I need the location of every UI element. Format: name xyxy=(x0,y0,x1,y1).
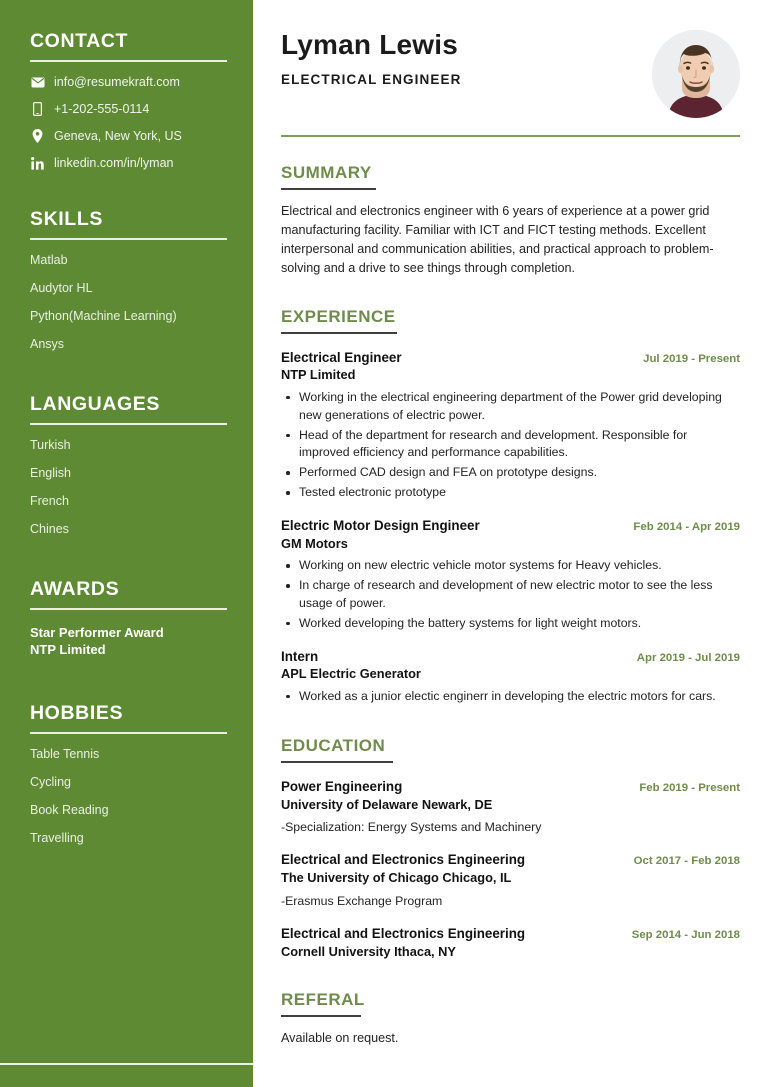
entry-date: Oct 2017 - Feb 2018 xyxy=(633,855,740,868)
main-content xyxy=(253,0,768,1087)
language-item: Turkish xyxy=(30,438,71,452)
bullet-item: Working on new electric vehicle motor systems for Heavy vehicles. xyxy=(281,557,740,575)
contact-email[interactable] xyxy=(30,75,227,89)
entry-header xyxy=(281,852,740,869)
award-org: NTP Limited xyxy=(30,641,106,657)
sidebar-section-awards xyxy=(30,578,227,659)
education-entry xyxy=(281,852,740,910)
entry-bullets xyxy=(281,557,740,632)
entry-header xyxy=(281,649,740,666)
linkedin-icon xyxy=(30,157,45,170)
avatar xyxy=(652,30,740,118)
education-heading-underline xyxy=(281,761,393,763)
resume-header xyxy=(281,30,740,118)
award-title: Star Performer Award xyxy=(30,625,164,640)
profile-photo-illustration xyxy=(652,30,740,118)
entry-title: Electric Motor Design Engineer xyxy=(281,517,480,533)
skills-heading: SKILLS xyxy=(30,208,103,230)
summary-text: Electrical and electronics engineer with 6 years of experience at a power grid manufacturing facility. Familiar with ICT and FICT testing methods. Excellent interpersonal and communication abilities, and practical approach to problem-solving and a drive to see things through completion. xyxy=(281,204,714,276)
bullet-item: In charge of research and development of new electric motor to see the less usage of power. xyxy=(281,577,740,613)
experience-heading: EXPERIENCE xyxy=(281,306,396,326)
entry-org: Cornell University Ithaca, NY xyxy=(281,943,456,959)
experience-entry xyxy=(281,350,740,502)
contact-phone-text: +1-202-555-0114 xyxy=(54,102,150,116)
bullet-item: Performed CAD design and FEA on prototype designs. xyxy=(281,464,740,482)
sidebar-section-languages xyxy=(30,393,227,537)
hobbies-heading-underline xyxy=(30,732,227,734)
page-title: Lyman Lewis xyxy=(281,29,458,60)
hobby-item: Cycling xyxy=(30,774,71,789)
skill-item: Matlab xyxy=(30,253,68,267)
sidebar-section-hobbies xyxy=(30,702,227,846)
language-item: English xyxy=(30,466,71,480)
contact-location[interactable] xyxy=(30,129,227,143)
envelope-icon xyxy=(30,77,45,88)
entry-date: Feb 2014 - Apr 2019 xyxy=(633,520,740,533)
entry-note: -Erasmus Exchange Program xyxy=(281,893,443,908)
section-summary xyxy=(281,163,740,279)
entry-date: Feb 2019 - Present xyxy=(639,781,740,794)
entry-title: Electrical Engineer xyxy=(281,349,402,365)
contact-phone[interactable] xyxy=(30,102,227,116)
summary-heading-underline xyxy=(281,188,376,190)
sidebar-section-skills xyxy=(30,208,227,352)
entry-title: Power Engineering xyxy=(281,778,403,794)
entry-title: Electrical and Electronics Engineering xyxy=(281,852,526,868)
entry-org: GM Motors xyxy=(281,535,348,551)
skills-heading-underline xyxy=(30,238,227,240)
sidebar-section-contact xyxy=(30,30,227,170)
referal-text: Available on request. xyxy=(281,1031,399,1046)
entry-date: Apr 2019 - Jul 2019 xyxy=(636,651,740,664)
entry-header xyxy=(281,779,740,796)
section-experience xyxy=(281,307,740,706)
experience-entry xyxy=(281,649,740,706)
sidebar-bottom-divider xyxy=(0,1063,253,1065)
bullet-item: Head of the department for research and development. Responsible for improved efficiency and performance capabilities. xyxy=(281,427,740,463)
awards-heading: AWARDS xyxy=(30,578,120,600)
entry-bullets xyxy=(281,389,740,502)
awards-heading-underline xyxy=(30,608,227,610)
entry-note: -Specialization: Energy Systems and Machinery xyxy=(281,820,542,835)
contact-linkedin[interactable] xyxy=(30,156,227,170)
sidebar xyxy=(0,0,253,1087)
entry-header xyxy=(281,350,740,367)
education-heading: EDUCATION xyxy=(281,735,386,755)
experience-entry xyxy=(281,518,740,633)
entry-title: Electrical and Electronics Engineering xyxy=(281,925,526,941)
language-item: French xyxy=(30,494,69,508)
language-item: Chines xyxy=(30,522,69,536)
hobbies-heading: HOBBIES xyxy=(30,701,124,724)
entry-org: The University of Chicago Chicago, IL xyxy=(281,870,512,886)
summary-heading: SUMMARY xyxy=(281,163,372,182)
contact-heading-underline xyxy=(30,60,227,62)
header-text xyxy=(281,30,461,87)
section-referal xyxy=(281,990,740,1048)
contact-location-text: Geneva, New York, US xyxy=(54,129,182,143)
entry-header xyxy=(281,518,740,535)
experience-heading-underline xyxy=(281,332,397,334)
hobby-item: Book Reading xyxy=(30,802,109,817)
bullet-item: Tested electronic prototype xyxy=(281,484,740,502)
entry-date: Jul 2019 - Present xyxy=(643,352,740,365)
bullet-item: Worked as a junior electic enginerr in developing the electric motors for cars. xyxy=(281,688,740,706)
bullet-item: Working in the electrical engineering department of the Power grid developing new generations of electric power. xyxy=(281,389,740,425)
contact-heading: CONTACT xyxy=(30,30,129,52)
languages-heading: LANGUAGES xyxy=(30,393,160,415)
entry-title: Intern xyxy=(281,648,319,664)
entry-org: NTP Limited xyxy=(281,367,356,383)
referal-heading-underline xyxy=(281,1015,361,1017)
section-education xyxy=(281,736,740,961)
skill-item: Python(Machine Learning) xyxy=(30,309,177,323)
contact-email-text: info@resumekraft.com xyxy=(54,75,180,89)
skill-item: Ansys xyxy=(30,337,65,351)
job-role: ELECTRICAL ENGINEER xyxy=(281,71,462,87)
contact-linkedin-text: linkedin.com/in/lyman xyxy=(54,156,174,170)
location-pin-icon xyxy=(30,129,45,143)
award-entry xyxy=(30,625,227,659)
entry-date: Sep 2014 - Jun 2018 xyxy=(631,928,740,941)
education-entry xyxy=(281,926,740,960)
entry-bullets xyxy=(281,688,740,706)
entry-org: University of Delaware Newark, DE xyxy=(281,796,493,812)
mobile-phone-icon xyxy=(30,102,45,116)
skill-item: Audytor HL xyxy=(30,281,93,295)
entry-header xyxy=(281,926,740,943)
hobby-item: Table Tennis xyxy=(30,746,100,761)
bullet-item: Worked developing the battery systems for light weight motors. xyxy=(281,615,740,633)
education-entry xyxy=(281,779,740,837)
referal-heading: REFERAL xyxy=(281,990,365,1010)
languages-heading-underline xyxy=(30,423,227,425)
header-divider xyxy=(281,135,740,137)
entry-org: APL Electric Generator xyxy=(281,666,421,682)
hobby-item: Travelling xyxy=(30,830,84,845)
